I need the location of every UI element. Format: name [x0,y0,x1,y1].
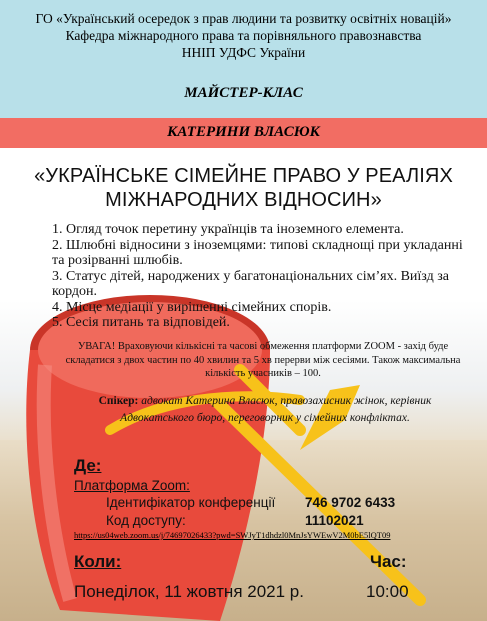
speaker-label: Спікер: [98,395,139,407]
warning-note: УВАГА! Враховуючи кількісні та часові обмеження платформи ZOOM - захід буде складатися з двох частин по 40 хвилин та 5 хв перерви між сесіями. Також максимальна кількість учасників – 100. [65,341,461,379]
topic-item: 1. Огляд точок перетину українців та іноземного елемента. [52,222,404,237]
organizer-line: ННІП УДФС України [181,45,306,60]
speaker-info [85,393,445,427]
speaker-description: адвокат Катерина Власюк, правозахисник жінок, керівник Адвокатського бюро, переговорник у сімейних конфліктах. [120,395,432,424]
access-code-label: Код доступу: [106,513,186,528]
organizers [0,10,487,61]
topics-list [52,222,470,331]
organizer-line: Кафедра міжнародного права та порівняльного правознавства [65,28,422,43]
conference-id-value: 746 9702 6433 [305,495,396,510]
conference-id-label: Ідентифікатор конференції [106,495,276,510]
topic-item: 3. Статус дітей, народжених у багатонаціональних сім’ях. Виїзд за кордон. [52,268,449,299]
access-code-value: 11102021 [305,513,364,528]
title-line: МІЖНАРОДНИХ ВІДНОСИН» [105,189,382,211]
title-line: «УКРАЇНСЬКЕ СІМЕЙНЕ ПРАВО У РЕАЛІЯХ [34,165,453,187]
topic-item: 5. Сесія питань та відповідей. [52,315,230,330]
event-title [10,164,477,212]
topic-item: 4. Місце медіації у вирішенні сімейних спорів. [52,299,332,315]
event-time: 10:00 [366,582,409,601]
time-heading: Час: [370,552,407,571]
location-heading: Де: [74,456,102,475]
platform-name: Платформа Zoom: [74,478,190,493]
zoom-link[interactable]: https://us04web.zoom.us/j/74697026433?pwd=SWJyT1dhdzl0MnJsYWEwV2M0bE5lQT09 [74,530,391,540]
date-heading: Коли: [74,552,122,571]
event-type: МАЙСТЕР-КЛАС [184,85,303,101]
event-date: Понеділок, 11 жовтня 2021 р. [74,582,304,601]
speaker-banner-name: КАТЕРИНИ ВЛАСЮК [167,124,320,140]
topic-item: 2. Шлюбні відносини з іноземцями: типові складнощі при укладанні та розірванні шлюбів. [52,237,463,268]
organizer-line: ГО «Український осередок з прав людини та розвитку освітніх новацій» [35,11,452,26]
